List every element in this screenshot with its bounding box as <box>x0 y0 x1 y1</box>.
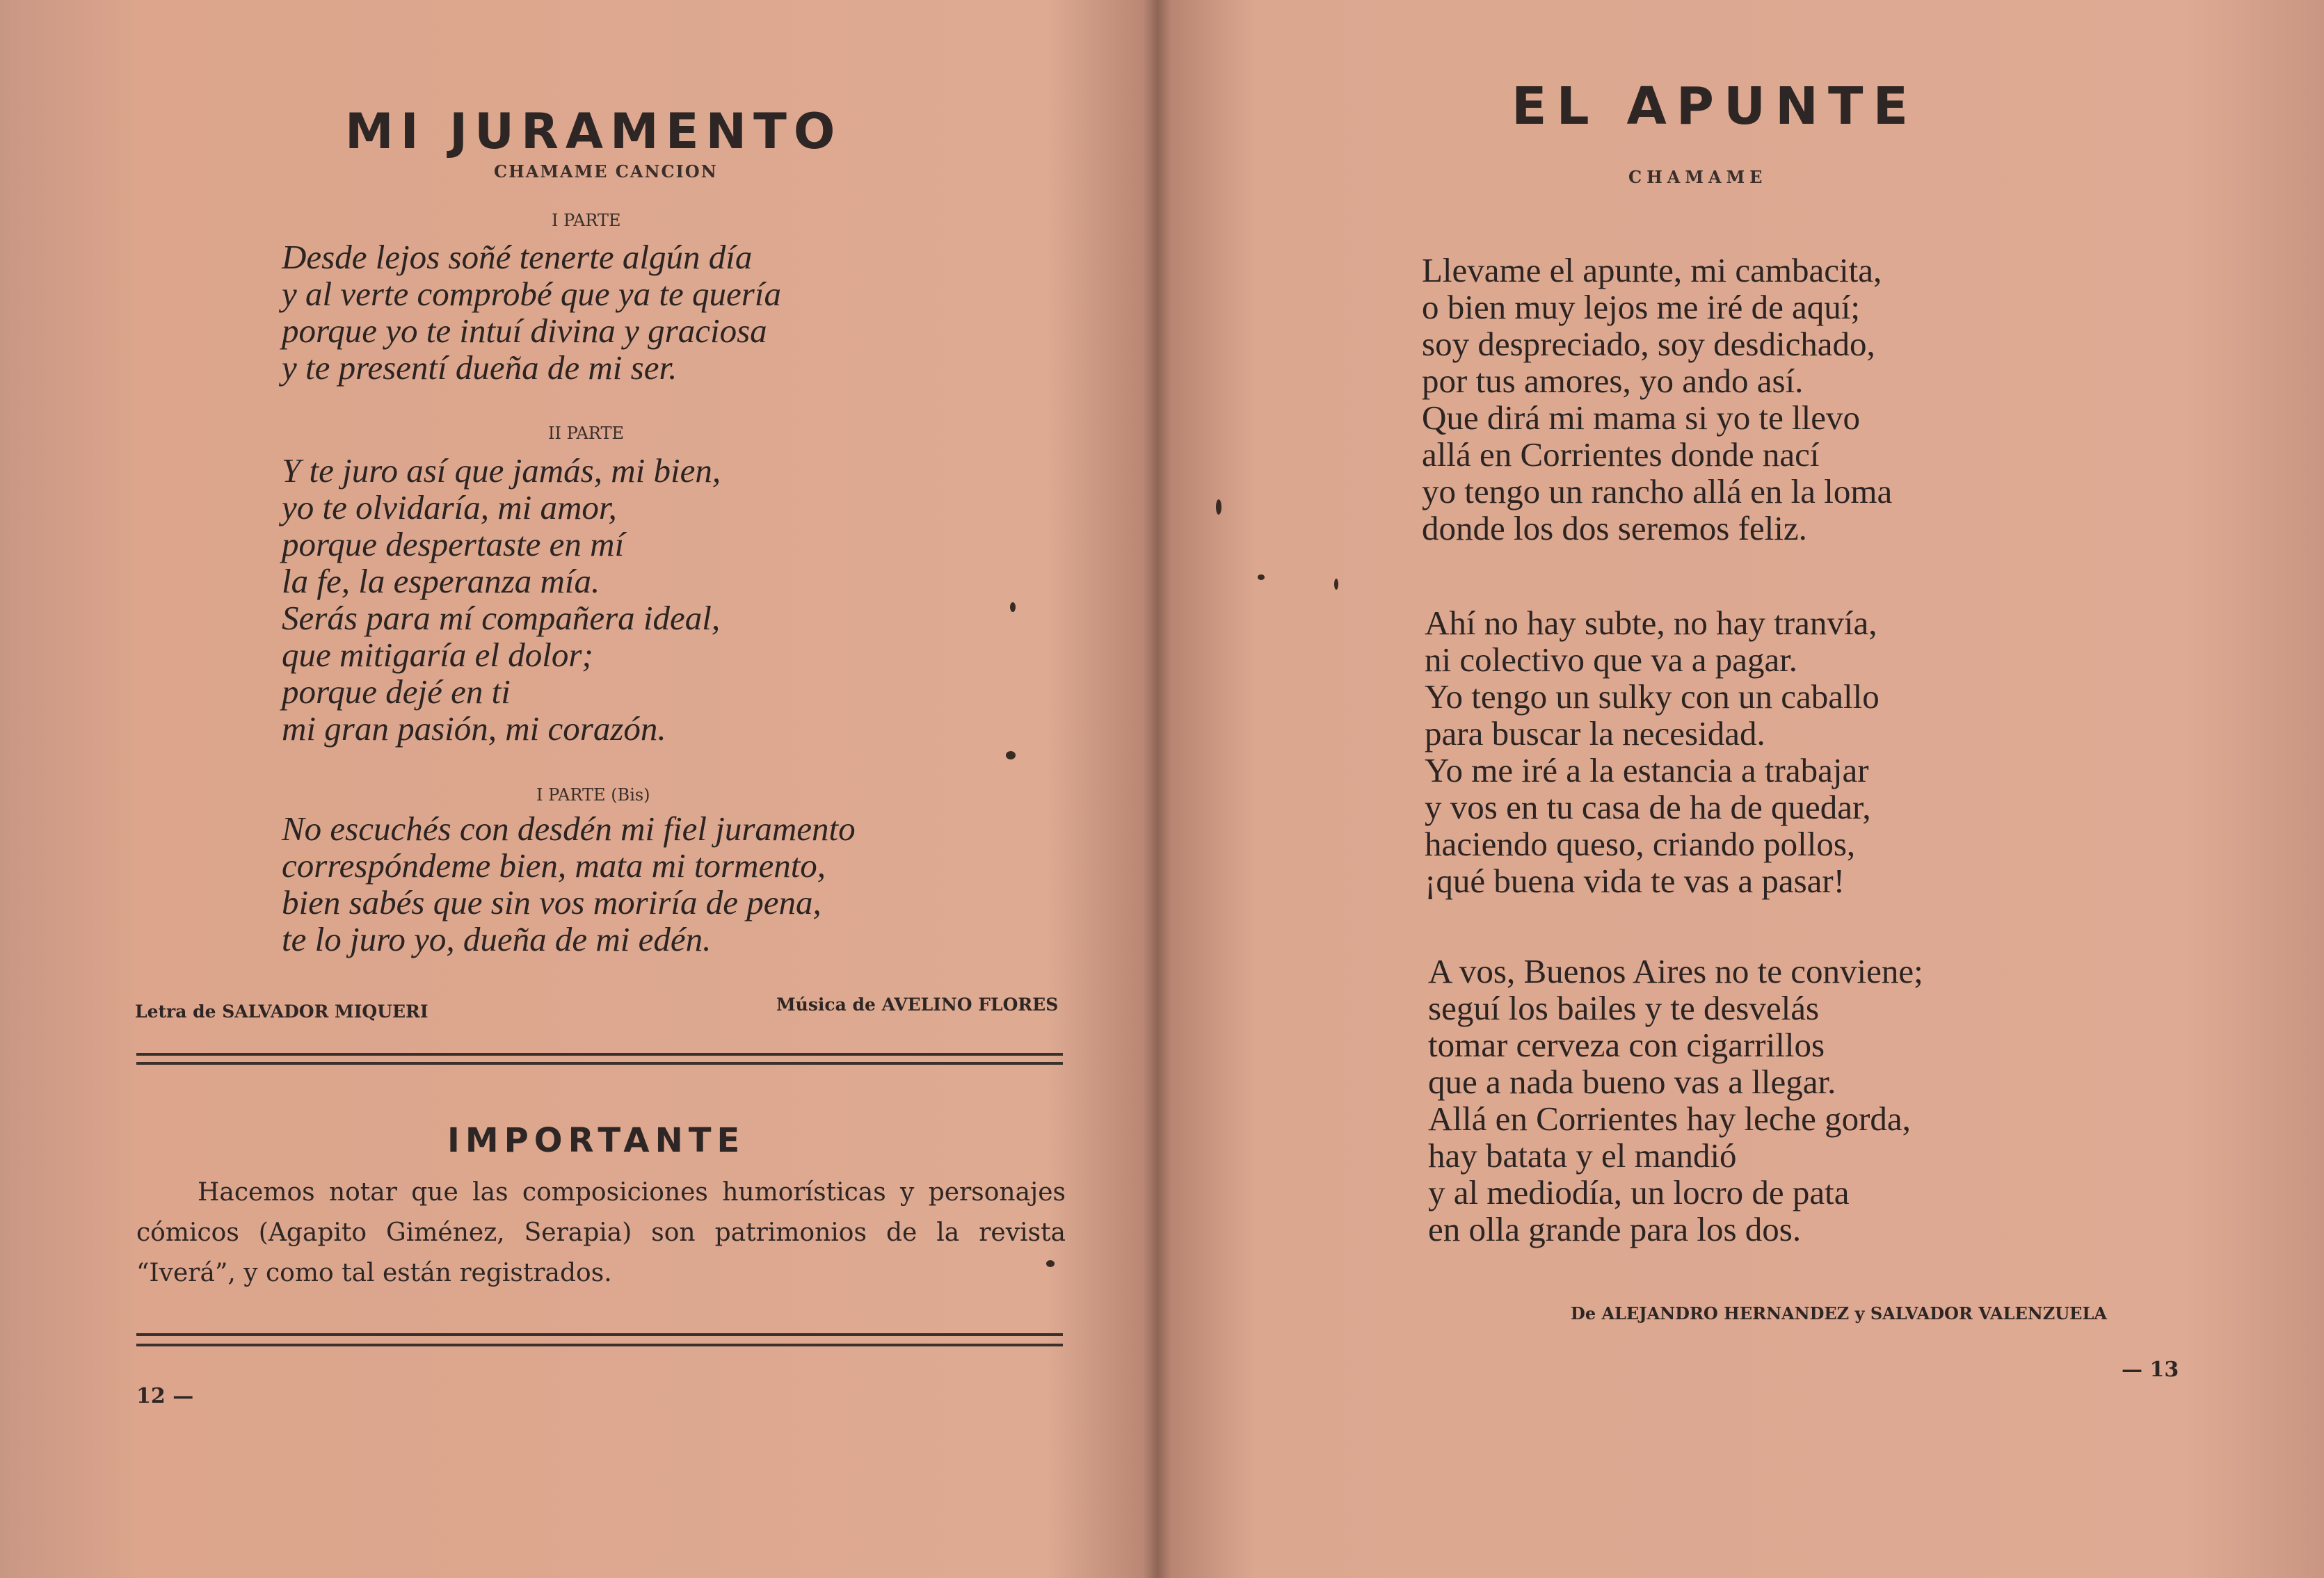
verse-line: y al mediodía, un locro de pata <box>1428 1173 1850 1211</box>
section-label-ii-parte: II PARTE <box>548 424 625 443</box>
song-title-mi-juramento: MI JURAMENTO <box>345 103 842 160</box>
divider-bottom-2 <box>136 1344 1063 1346</box>
verse-line: soy despreciado, soy desdichado, <box>1422 325 1875 363</box>
stanza-3 <box>1428 953 1923 1248</box>
verse-line: seguí los bailes y te desvelás <box>1428 989 1820 1027</box>
verse-line: en olla grande para los dos. <box>1428 1210 1802 1248</box>
verse-line: por tus amores, yo ando así. <box>1422 362 1804 400</box>
verse-line: Yo tengo un sulky con un caballo <box>1425 677 1880 716</box>
verse-line: Ahí no hay subte, no hay tranvía, <box>1425 604 1877 642</box>
verse-line: No escuchés con desdén mi fiel juramento <box>282 810 856 848</box>
verse-line: bien sabés que sin vos moriría de pena, <box>282 883 822 921</box>
verse-line: la fe, la esperanza mía. <box>282 562 600 600</box>
verse-block-ii-parte <box>282 452 721 747</box>
divider-bottom-1 <box>136 1333 1063 1336</box>
verse-line: hay batata y el mandió <box>1428 1136 1737 1175</box>
verse-line: te lo juro yo, dueña de mi edén. <box>282 920 712 958</box>
verse-block-i-parte <box>282 239 781 386</box>
verse-line: para buscar la necesidad. <box>1425 714 1765 752</box>
section-label-i-parte-bis: I PARTE (Bis) <box>536 785 650 805</box>
section-label-i-parte: I PARTE <box>552 211 621 230</box>
authors-credit: De ALEJANDRO HERNANDEZ y SALVADOR VALENZUELA <box>1571 1303 2107 1323</box>
lyrics-credit: Letra de SALVADOR MIQUERI <box>135 1001 428 1022</box>
page-number-left: 12 — <box>136 1384 194 1408</box>
song-subtitle: CHAMAME <box>1628 167 1768 187</box>
verse-line: y al verte comprobé que ya te quería <box>282 275 781 313</box>
verse-line: allá en Corrientes donde nací <box>1422 435 1820 474</box>
verse-line: y te presentí dueña de mi ser. <box>282 348 678 387</box>
verse-line: donde los dos seremos feliz. <box>1422 509 1807 547</box>
verse-line: haciendo queso, criando pollos, <box>1425 825 1856 863</box>
divider-top-2 <box>136 1062 1063 1065</box>
paper-speck <box>1258 574 1265 580</box>
verse-line: ni colectivo que va a pagar. <box>1425 641 1798 679</box>
verse-line: Yo me iré a la estancia a trabajar <box>1425 751 1869 789</box>
notice-text: Hacemos notar que las composiciones humorísticas y personajes cómicos (Agapito Giménez, Serapia) son patrimonios de la revista “Iverá”, y como tal están registrados. <box>136 1178 1066 1287</box>
verse-line: porque despertaste en mí <box>282 525 625 563</box>
verse-line: A vos, Buenos Aires no te conviene; <box>1428 952 1923 990</box>
verse-block-i-parte-bis <box>282 810 856 958</box>
paper-speck <box>1334 579 1338 590</box>
paper-speck <box>1010 602 1016 612</box>
song-subtitle: CHAMAME CANCION <box>494 161 718 182</box>
verse-line: correspóndeme bien, mata mi tormento, <box>282 846 826 885</box>
verse-line: Serás para mí compañera ideal, <box>282 599 721 637</box>
paper-speck <box>1216 499 1221 515</box>
divider-top-1 <box>136 1053 1063 1056</box>
verse-line: mi gran pasión, mi corazón. <box>282 709 666 748</box>
song-title-el-apunte: EL APUNTE <box>1512 77 1918 136</box>
verse-line: y vos en tu casa de ha de quedar, <box>1425 788 1871 826</box>
verse-line: ¡qué buena vida te vas a pasar! <box>1425 862 1845 900</box>
left-page <box>0 0 1155 1578</box>
right-page <box>1165 0 2324 1578</box>
verse-line: yo tengo un rancho allá en la loma <box>1422 472 1893 510</box>
verse-line: porque dejé en ti <box>282 673 511 711</box>
verse-line: que mitigaría el dolor; <box>282 636 593 674</box>
verse-line: Que dirá mi mama si yo te llevo <box>1422 398 1861 437</box>
verse-line: que a nada bueno vas a llegar. <box>1428 1063 1836 1101</box>
notice-title: IMPORTANTE <box>447 1121 746 1160</box>
verse-line: o bien muy lejos me iré de aquí; <box>1422 288 1861 326</box>
verse-line: Desde lejos soñé tenerte algún día <box>282 238 753 276</box>
verse-line: Y te juro así que jamás, mi bien, <box>282 451 721 490</box>
verse-line: porque yo te intuí divina y graciosa <box>282 312 767 350</box>
stanza-2 <box>1425 604 1880 899</box>
paper-speck <box>1006 751 1016 759</box>
verse-line: tomar cerveza con cigarrillos <box>1428 1026 1825 1064</box>
verse-line: yo te olvidaría, mi amor, <box>282 488 617 526</box>
verse-line: Llevame el apunte, mi cambacita, <box>1422 251 1882 289</box>
paper-speck <box>1046 1260 1055 1267</box>
verse-line: Allá en Corrientes hay leche gorda, <box>1428 1100 1911 1138</box>
stanza-1 <box>1422 252 1892 547</box>
page-number-right: — 13 <box>2122 1358 2179 1382</box>
music-credit: Música de AVELINO FLORES <box>776 995 1059 1015</box>
